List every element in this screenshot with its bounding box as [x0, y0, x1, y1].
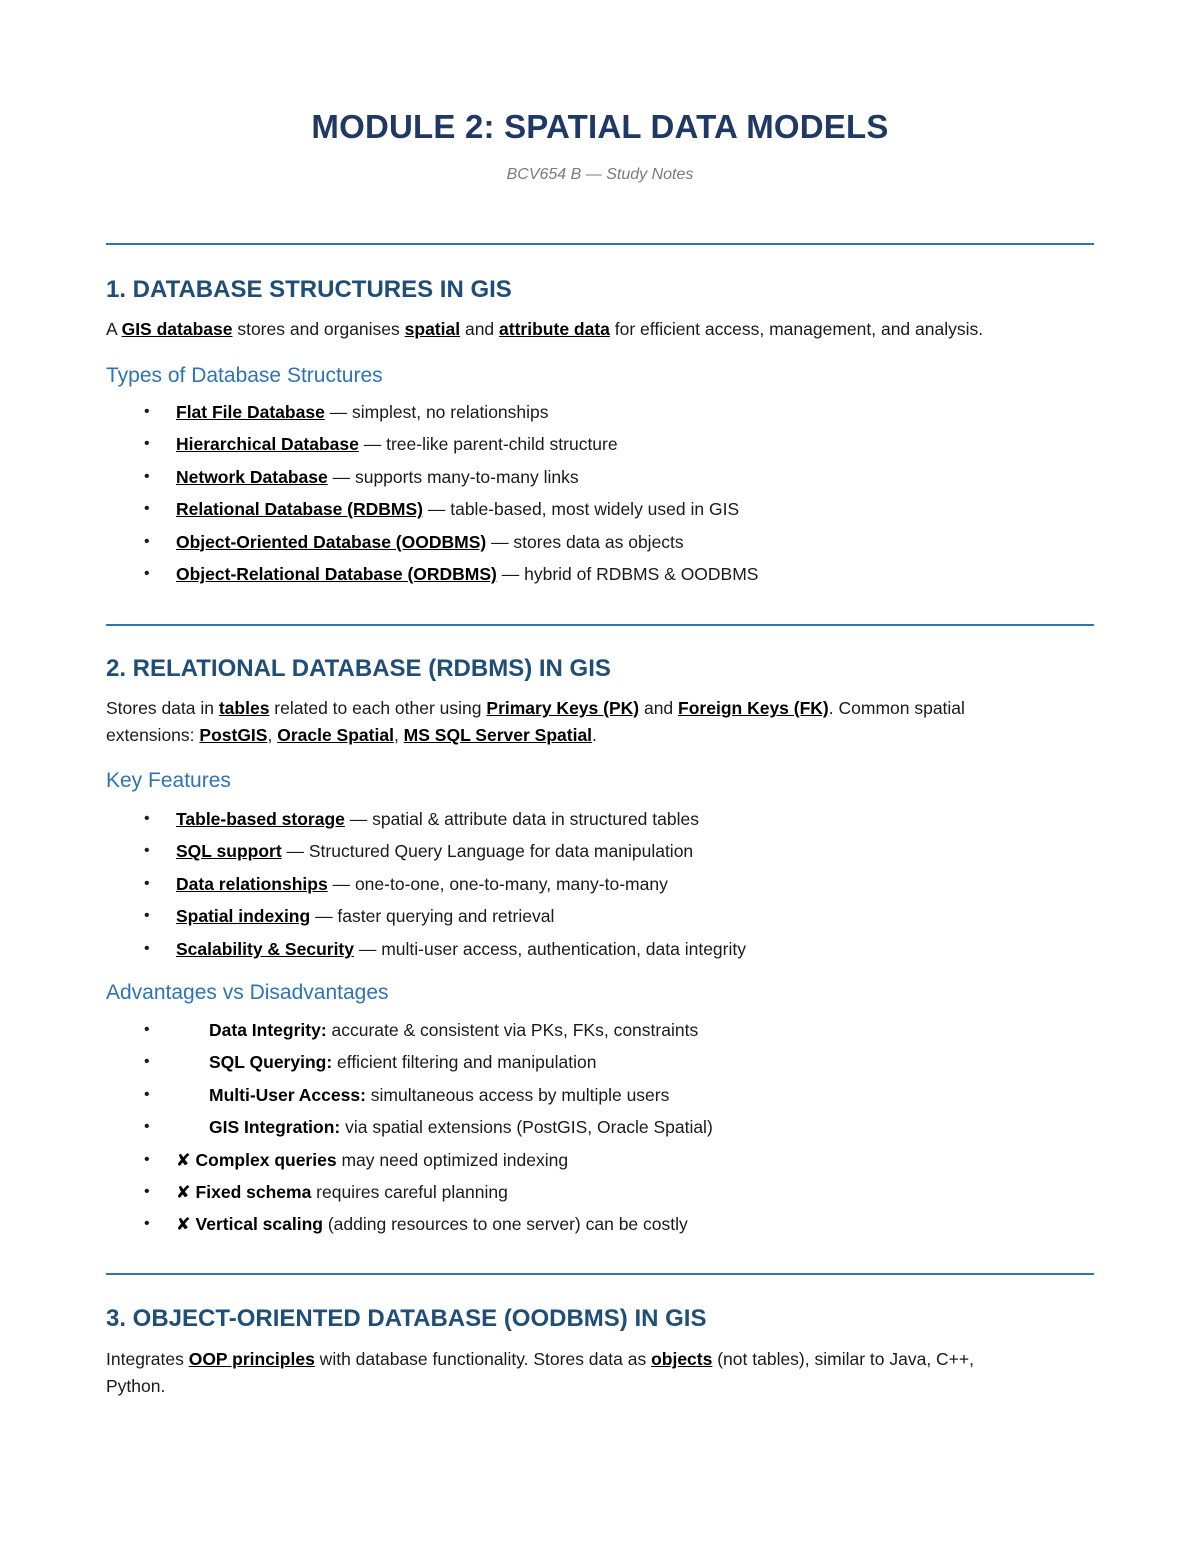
- advantages-list: [106, 1018, 1094, 1245]
- section-1-intro: A GIS database stores and organises spatial and attribute data for efficient access, management, and analysis.: [106, 319, 984, 339]
- list-item: • GIS Integration: via spatial extensions (PostGIS, Oracle Spatial): [144, 1117, 713, 1138]
- section-3-heading: 3. OBJECT-ORIENTED DATABASE (OODBMS) IN GIS: [106, 1305, 707, 1332]
- db-structure-list: [106, 400, 1094, 594]
- section-divider: [106, 1273, 1094, 1275]
- list-item: • SQL support — Structured Query Language for data manipulation: [144, 841, 694, 862]
- cross-icon: ✘: [176, 1149, 191, 1170]
- list-item: • Spatial indexing — faster querying and retrieval: [144, 906, 555, 927]
- section-2-intro: Stores data in tables related to each other using Primary Keys (PK) and Foreign Keys (FK). Common spatial extensions: PostGIS, Oracle Spatial, MS SQL Server Spatial.: [106, 698, 965, 745]
- list-item: • Network Database — supports many-to-many links: [144, 466, 579, 487]
- section-divider: [106, 243, 1094, 245]
- section-2-heading: 2. RELATIONAL DATABASE (RDBMS) IN GIS: [106, 655, 611, 682]
- key-features-heading: Key Features: [106, 769, 231, 792]
- list-item: • Object-Oriented Database (OODBMS) — stores data as objects: [144, 531, 684, 552]
- list-item: • Data Integrity: accurate & consistent via PKs, FKs, constraints: [144, 1020, 699, 1040]
- list-item: • ✘ Vertical scaling (adding resources to one server) can be costly: [144, 1214, 688, 1235]
- section-1-subheading: Types of Database Structures: [106, 364, 383, 387]
- cross-icon: ✘: [176, 1181, 191, 1202]
- list-item: • Table-based storage — spatial & attribute data in structured tables: [144, 809, 699, 829]
- list-item: • Object-Relational Database (ORDBMS) — hybrid of RDBMS & OODBMS: [144, 563, 759, 584]
- advantages-heading: Advantages vs Disadvantages: [106, 981, 389, 1004]
- list-item: • Hierarchical Database — tree-like parent-child structure: [144, 434, 618, 455]
- document-title: MODULE 2: SPATIAL DATA MODELS: [311, 108, 889, 145]
- list-item: • Multi-User Access: simultaneous access by multiple users: [144, 1084, 670, 1105]
- list-item: • Data relationships — one-to-one, one-to-many, many-to-many: [144, 873, 668, 894]
- key-features-list: [106, 807, 1094, 969]
- section-3-intro: Integrates OOP principles with database functionality. Stores data as objects (not tables), similar to Java, C++, Python.: [106, 1349, 974, 1396]
- document-subtitle: BCV654 B — Study Notes: [506, 166, 694, 183]
- list-item: • Flat File Database — simplest, no relationships: [144, 402, 549, 422]
- section-1-heading: 1. DATABASE STRUCTURES IN GIS: [106, 276, 512, 303]
- list-item: • Scalability & Security — multi-user access, authentication, data integrity: [144, 938, 746, 959]
- list-item: • SQL Querying: efficient filtering and manipulation: [144, 1052, 597, 1073]
- section-divider: [106, 624, 1094, 626]
- list-item: • ✘ Complex queries may need optimized indexing: [144, 1149, 569, 1170]
- list-item: • ✘ Fixed schema requires careful planning: [144, 1181, 508, 1202]
- list-item: • Relational Database (RDBMS) — table-based, most widely used in GIS: [144, 499, 740, 520]
- cross-icon: ✘: [176, 1214, 191, 1235]
